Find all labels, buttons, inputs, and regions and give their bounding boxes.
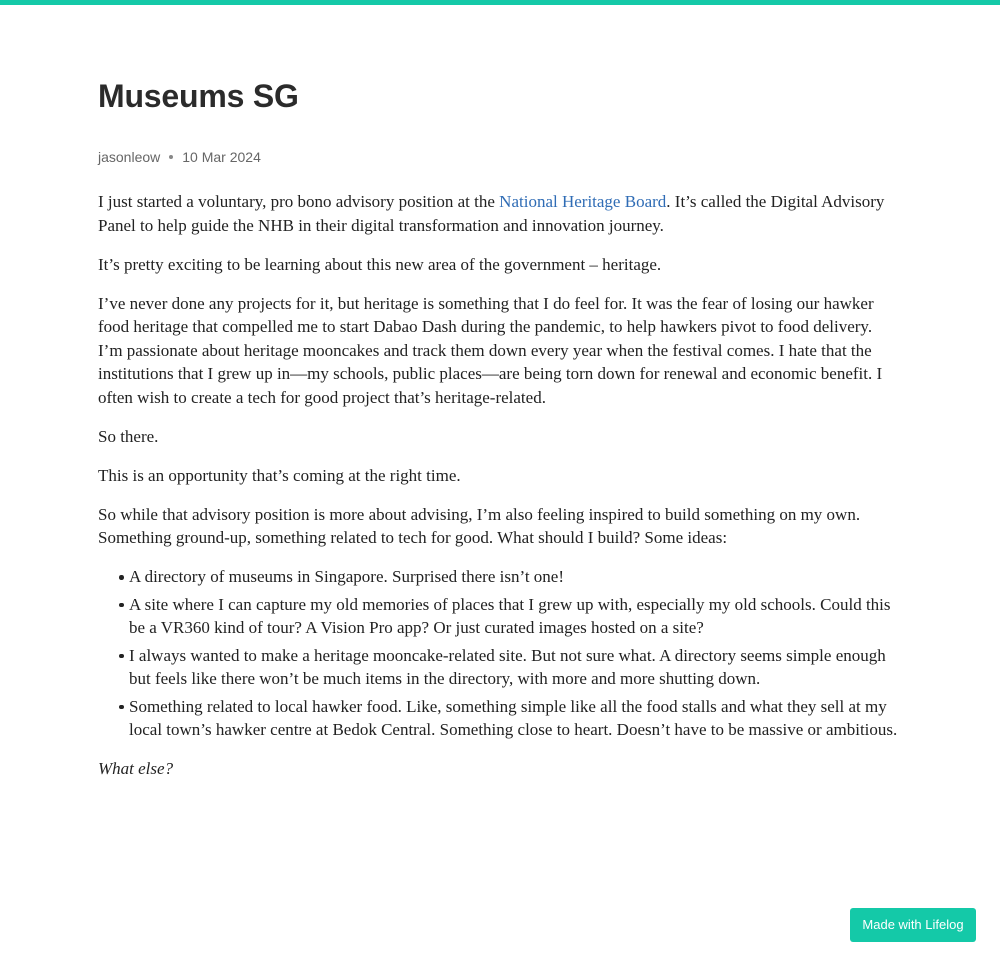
paragraph-1-rest: . It’s called the Digital Advisory Panel to help guide the NHB in their digital transformation and innovation journey. (98, 192, 885, 235)
paragraph-1-lead: I just started a voluntary, pro bono advisory position at the (98, 192, 500, 211)
paragraph-6: So while that advisory position is more about advising, I’m also feeling inspired to build something on my own. Something ground-up, something related to tech for good. What should I build? Some ideas: (98, 504, 861, 547)
paragraph-2: It’s pretty exciting to be learning about this new area of the government – heritage. (98, 254, 662, 274)
post-body (98, 190, 898, 780)
paragraph-5: This is an opportunity that’s coming at the right time. (98, 465, 461, 485)
paragraph-4: So there. (98, 426, 159, 446)
national-heritage-board-link[interactable]: National Heritage Board (499, 192, 667, 211)
paragraph-3: I’ve never done any projects for it, but heritage is something that I do feel for. It was the fear of losing our hawker food heritage that compelled me to start Dabao Dash during the pandemic, to help hawkers pivot to food delivery. I’m passionate about heritage mooncakes and track them down every year when the festival comes. I hate that the institutions that I grew up in—my schools, public places—are being torn down for renewal and economic benefit. I often wish to create a tech for good project that’s heritage-related. (98, 293, 883, 407)
list-item: I always wanted to make a heritage mooncake-related site. But not sure what. A directory seems simple enough but feels like there won’t be much items in the directory, with more and more shutting down. (119, 644, 898, 691)
list-item: Something related to local hawker food. Like, something simple like all the food stalls and what they sell at my local town’s hawker centre at Bedok Central. Something close to heart. Doesn’t have to be massive or ambitious. (119, 695, 898, 742)
post-date: 10 Mar 2024 (182, 149, 261, 165)
list-item: A directory of museums in Singapore. Surprised there isn’t one! (119, 565, 898, 589)
post-author: jasonleow (98, 149, 161, 165)
ideas-list (98, 565, 898, 742)
post-article (98, 72, 898, 796)
meta-separator-dot (169, 155, 173, 159)
paragraph-1 (98, 190, 898, 237)
post-title: Museums SG (98, 78, 299, 114)
post-meta (98, 147, 898, 167)
made-with-lifelog-button[interactable]: Made with Lifelog (850, 908, 976, 942)
top-accent-bar (0, 0, 1000, 5)
closing-line (98, 757, 898, 781)
closing-question: What else? (98, 758, 174, 778)
list-item: A site where I can capture my old memories of places that I grew up with, especially my old schools. Could this be a VR360 kind of tour? A Vision Pro app? Or just curated images hosted on a site? (119, 593, 898, 640)
